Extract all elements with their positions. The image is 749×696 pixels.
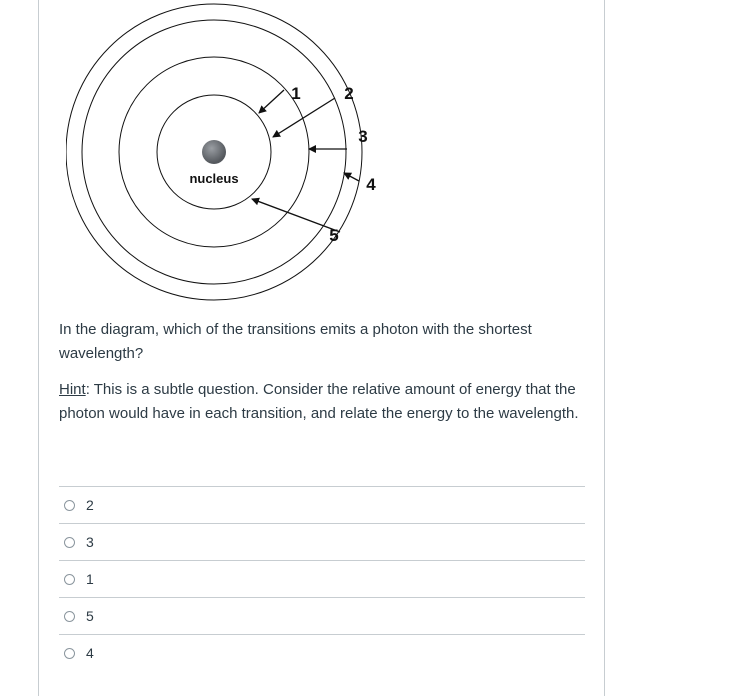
hint-label: Hint bbox=[59, 381, 86, 398]
answer-label: 2 bbox=[86, 497, 94, 513]
radio-button[interactable] bbox=[64, 537, 75, 548]
radio-button[interactable] bbox=[64, 574, 75, 585]
answer-label: 1 bbox=[86, 571, 94, 587]
answer-option[interactable] bbox=[59, 486, 585, 523]
transition-label-1: 1 bbox=[291, 84, 301, 103]
answer-option[interactable] bbox=[59, 634, 585, 671]
radio-button[interactable] bbox=[64, 648, 75, 659]
radio-button[interactable] bbox=[64, 500, 75, 511]
transition-label-3: 3 bbox=[358, 127, 368, 146]
transition-arrow-5 bbox=[252, 199, 340, 232]
transition-arrow-4 bbox=[344, 173, 359, 181]
answer-label: 5 bbox=[86, 608, 94, 624]
answer-label: 3 bbox=[86, 534, 94, 550]
transition-arrow-2 bbox=[273, 98, 335, 137]
answer-list bbox=[59, 486, 585, 671]
answer-label: 4 bbox=[86, 645, 94, 661]
answer-option[interactable] bbox=[59, 560, 585, 597]
question-body bbox=[59, 318, 587, 438]
transition-label-4: 4 bbox=[366, 175, 376, 194]
hint-text: : This is a subtle question. Consider the relative amount of energy that the photon would have in each transition, and relate the energy to the wavelength. bbox=[59, 381, 579, 422]
nucleus bbox=[202, 140, 226, 164]
question-card bbox=[38, 0, 605, 696]
question-text: In the diagram, which of the transitions emits a photon with the shortest wavelength? bbox=[59, 321, 532, 362]
radio-button[interactable] bbox=[64, 611, 75, 622]
nucleus-label: nucleus bbox=[189, 171, 239, 186]
answer-option[interactable] bbox=[59, 597, 585, 634]
transition-label-2: 2 bbox=[344, 84, 354, 103]
transition-label-5: 5 bbox=[329, 226, 339, 245]
transition-arrow-1 bbox=[259, 90, 284, 113]
answer-option[interactable] bbox=[59, 523, 585, 560]
atom-energy-level-diagram bbox=[66, 0, 386, 305]
hint-paragraph bbox=[59, 378, 587, 426]
